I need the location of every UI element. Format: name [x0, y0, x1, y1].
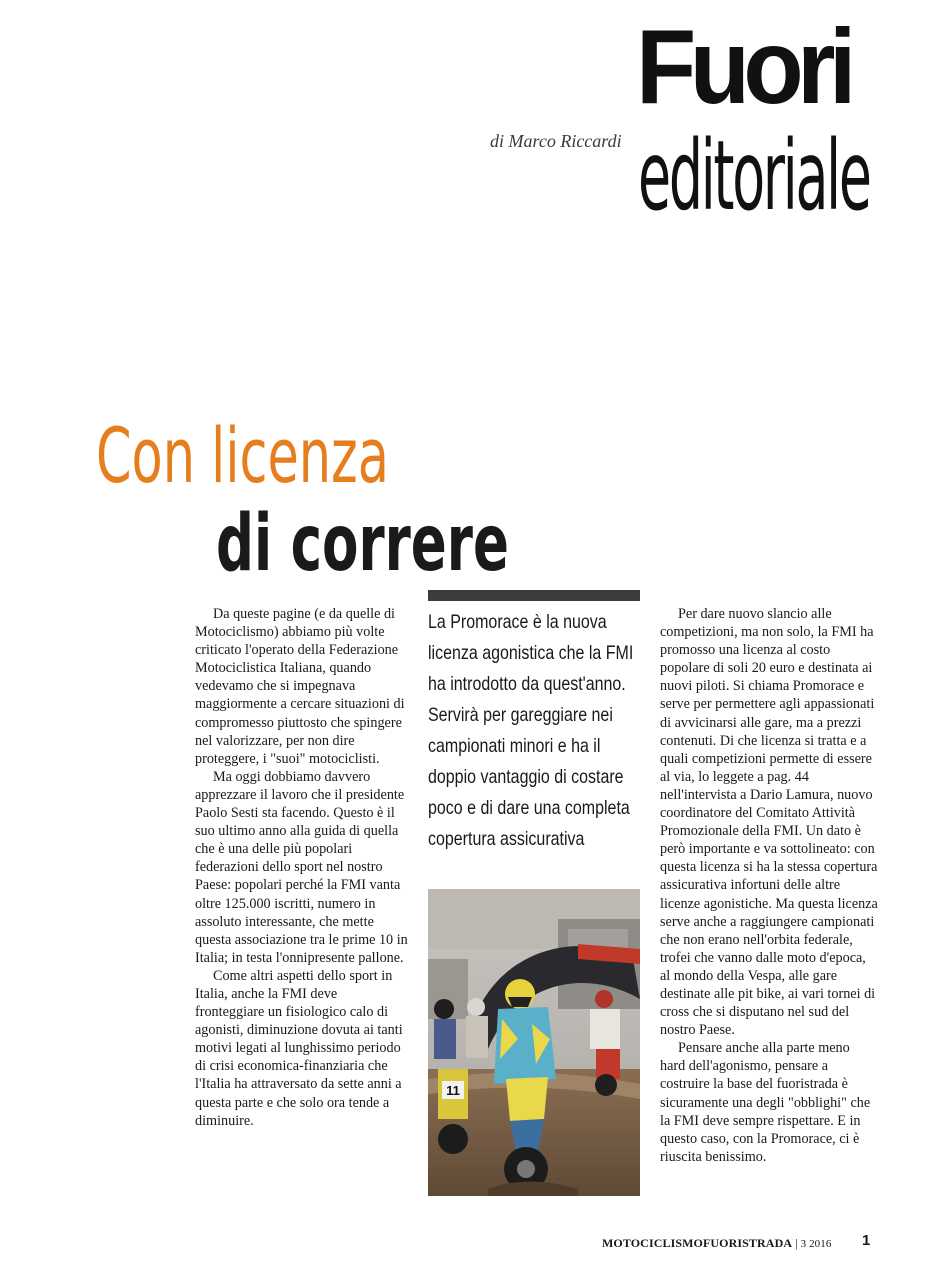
article-title-line1: Con licenza — [96, 411, 389, 500]
right-column — [660, 605, 878, 1166]
pull-quote-bar — [428, 590, 640, 601]
left-column-paragraph: Da queste pagine (e da quelle di Motociclismo) abbiamo più volte criticato l'operato della Federazione Motociclistica Italiana, quando vedevamo che si impegnava maggiormente a cercare situazioni di compromesso piuttosto che spingere nel valorizzare, per non dire proteggere, i "suoi" motociclisti. — [195, 606, 405, 767]
footer-magazine-info — [602, 1236, 831, 1251]
right-column-paragraph: Pensare anche alla parte meno hard dell'agonismo, pensare a costruire la base del fuoristrada è sicuramente una degli "obblighi" che la FMI deve sempre rispettare. E in questo caso, con la Promorace, ci è riuscita benissimo. — [660, 1040, 871, 1165]
footer-magazine-name: MOTOCICLISMOFUORISTRADA — [602, 1236, 793, 1250]
page-number: 1 — [862, 1232, 871, 1249]
footer-issue: 3 2016 — [800, 1238, 832, 1250]
pull-quote: La Promorace è la nuova licenza agonistica che la FMI ha introdotto da quest'anno. Servirà per gareggiare nei campionati minori e ha il doppio vantaggio di costare poco e di dare una completa copertura assicurativa — [428, 611, 634, 850]
masthead-title-editoriale: editoriale — [638, 120, 870, 232]
left-column — [195, 605, 410, 1130]
motocross-photo — [428, 889, 640, 1196]
article-title-line2: di correre — [216, 499, 509, 589]
left-column-paragraph: Come altri aspetti dello sport in Italia, anche la FMI deve fronteggiare un fisiologico calo di agonisti, diminuzione dovuta ai tanti motivi legati al lunghissimo periodo di crisi economica-finanziaria che l'Italia ha attraversato da sette anni a questa parte e che solo ora tende a diminuire. — [195, 967, 403, 1129]
masthead-author: di Marco Riccardi — [490, 131, 622, 151]
masthead-title-fuori: Fuori — [636, 8, 850, 126]
right-column-paragraph: Per dare nuovo slancio alle competizioni, ma non solo, la FMI ha promosso una licenza al costo popolare di soli 20 euro e destinata ai nuovi piloti. Si chiama Promorace e serve per permettere agli appassionati di avvicinarsi alle gare, ma a prezzi contenuti. Di che licenza si tratta e a quali competizioni permette di essere al via, lo leggete a pag. 44 nell'intervista a Dario Lamura, nuovo coordinatore del Comitato Attività Promozionale della FMI. Un dato è però importante e va sottolineato: con questa licenza si ha la stessa copertura assicurativa infortuni delle altre licenze agonistiche. Ma questa licenza serve anche a raggiungere campionati che non erano nell'orbita federale, trofei che vanno dalle moto d'epoca, al mondo della Vespa, alle gare destinate alle pit bike, ai vari tornei di cross che si disputano nel sud del nostro Paese. — [660, 606, 878, 1039]
footer-separator: | — [795, 1236, 798, 1250]
number-plate: 11 — [446, 1083, 460, 1098]
left-column-paragraph: Ma oggi dobbiamo davvero apprezzare il lavoro che il presidente Paolo Sesti sta facendo. Questo è il suo ultimo anno alla guida di quella che è una delle più popolari federazioni dello sport nel nostro Paese: popolari perché la FMI vanta oltre 125.000 iscritti, numero in assoluto interessante, che mette questa associazione tra le prime 10 in Italia; in testa l'onnipresente pallone. — [195, 768, 408, 966]
